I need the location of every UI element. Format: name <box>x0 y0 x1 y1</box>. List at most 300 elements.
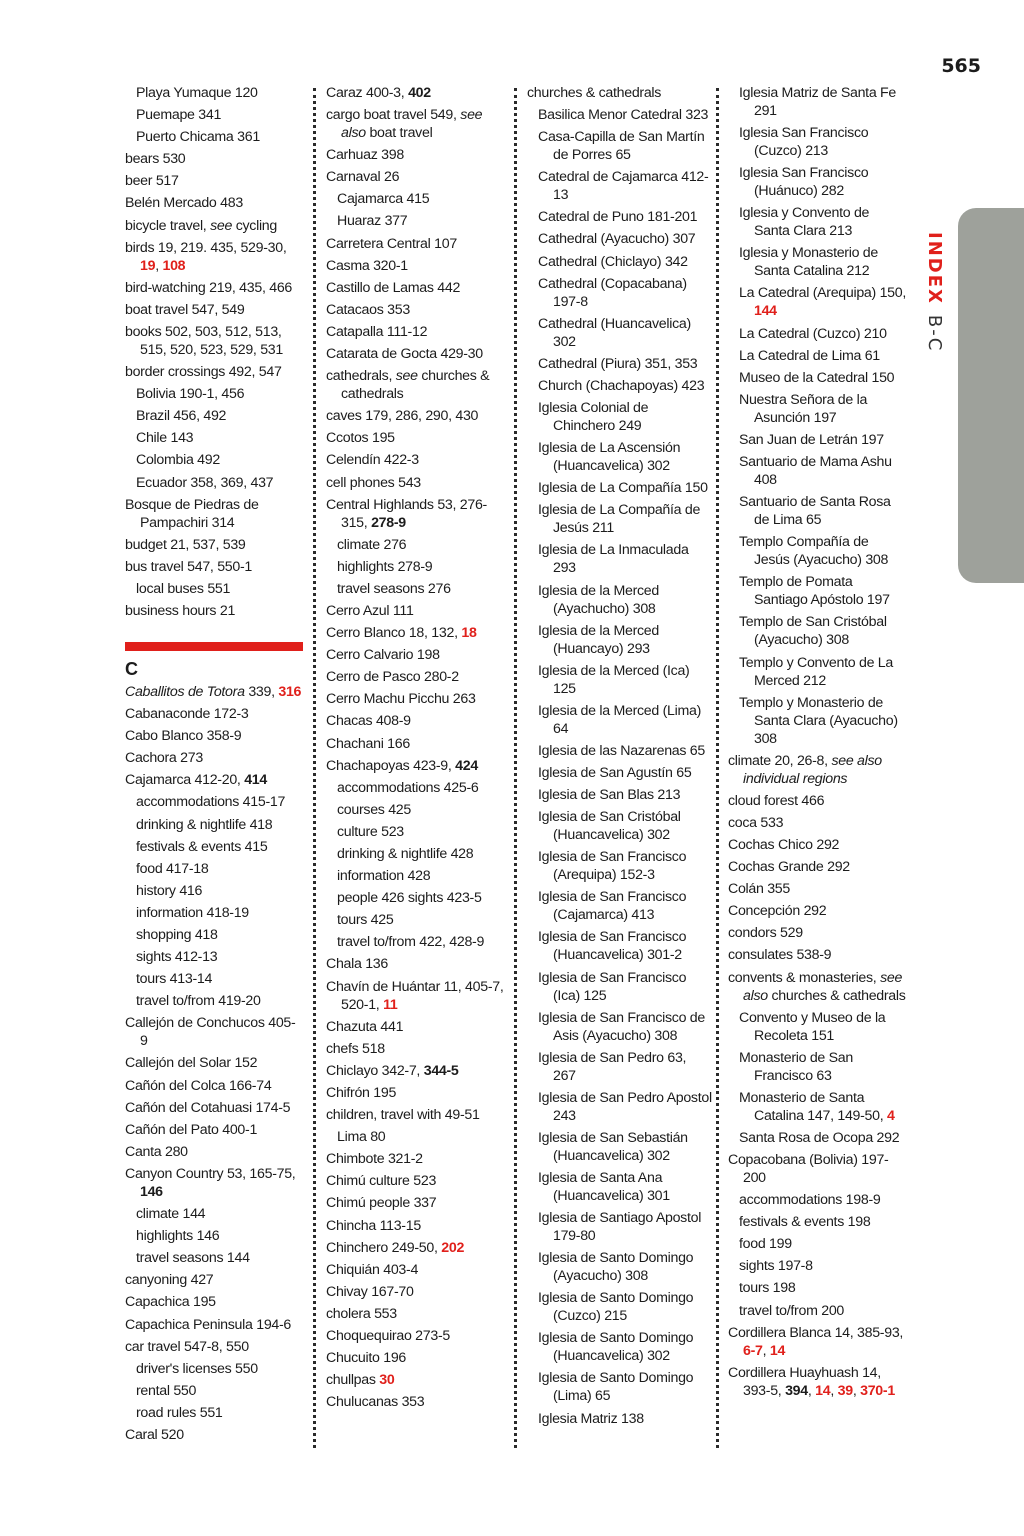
entry-text: accommodations 425-6 <box>337 779 479 796</box>
entry-text: Carhuaz 398 <box>326 147 404 164</box>
index-subentry <box>728 1302 906 1320</box>
entry-text: Iglesia de San Agustín 65 <box>538 764 692 781</box>
column-divider <box>514 88 517 1448</box>
entry-text: Iglesia y Convento de Santa Clara 213 <box>739 205 870 240</box>
index-entry <box>125 1014 303 1050</box>
entry-text: Iglesia de Santo Domingo (Lima) 65 <box>538 1370 694 1405</box>
index-subentry <box>527 377 712 395</box>
index-entry <box>326 1040 506 1058</box>
index-entry <box>125 217 303 235</box>
entry-text: Ecuador 358, 369, 437 <box>136 474 274 491</box>
index-subentry <box>326 580 506 598</box>
entry-text: Cerro Azul 111 <box>326 602 414 619</box>
entry-text: Cordillera Huayhuash 14, 393-5, <box>728 1364 881 1399</box>
entry-text: Iglesia de San Francisco (Arequipa) 152-3 <box>538 849 687 884</box>
index-entry <box>326 1305 506 1323</box>
entry-text: accommodations 198-9 <box>739 1192 881 1209</box>
index-entry <box>728 858 906 876</box>
index-subentry <box>326 212 506 230</box>
entry-text: Cathedral (Copacabana) 197-8 <box>538 275 687 310</box>
index-entry <box>728 969 906 1005</box>
map-page-ref: 19 <box>140 257 156 274</box>
entry-text: Templo de San Cristóbal (Ayacucho) 308 <box>739 614 887 649</box>
index-subentry <box>125 838 303 856</box>
entry-text: courses 425 <box>337 801 411 818</box>
entry-text: local buses 551 <box>136 580 231 597</box>
entry-text: Cajamarca 412-20, <box>125 772 245 789</box>
index-entry <box>125 1165 303 1201</box>
entry-text: Templo Compañía de Jesús (Ayacucho) 308 <box>739 534 889 569</box>
entry-text: information 428 <box>337 868 431 885</box>
index-entry <box>326 84 506 102</box>
entry-text: Central Highlands 53, 276-315, <box>326 496 487 531</box>
entry-text: car travel 547-8, 550 <box>125 1338 249 1355</box>
entry-text: Callejón de Conchucos 405-9 <box>125 1015 296 1050</box>
index-entry <box>125 323 303 359</box>
entry-text: Castillo de Lamas 442 <box>326 279 461 296</box>
index-subentry <box>326 933 506 951</box>
entry-text: Cañón del Cotahuasi 174-5 <box>125 1099 291 1116</box>
index-entry <box>326 451 506 469</box>
entry-text: Chimbote 321-2 <box>326 1151 423 1168</box>
entry-text: Cathedral (Chiclayo) 342 <box>538 253 688 270</box>
entry-text: Iglesia San Francisco (Huánuco) 282 <box>739 165 869 200</box>
index-subentry <box>125 451 303 469</box>
map-page-ref: 14 <box>815 1382 831 1399</box>
index-entry <box>326 1062 506 1080</box>
entry-text: Puemape 341 <box>136 107 222 124</box>
entry-text: driver's licenses 550 <box>136 1360 258 1377</box>
entry-text: Ccotos 195 <box>326 430 395 447</box>
entry-text: Chifrón 195 <box>326 1084 397 1101</box>
index-entry <box>125 363 303 381</box>
index-subentry <box>527 1009 712 1045</box>
index-entry <box>326 1371 506 1389</box>
entry-text: Iglesia de San Pedro 63, 267 <box>538 1049 687 1084</box>
index-subentry <box>728 347 906 365</box>
index-entry <box>125 1316 303 1334</box>
entry-text: drinking & nightlife 428 <box>337 846 474 862</box>
entry-text: tours 198 <box>739 1280 796 1297</box>
index-entry <box>326 1018 506 1036</box>
entry-text: Bolivia 190-1, 456 <box>136 386 245 403</box>
entry-text: Cerro Blanco 18, 132, <box>326 625 462 642</box>
index-entry <box>326 735 506 753</box>
index-subentry <box>527 1169 712 1205</box>
entry-text: birds 19, 219. 435, 529-30, <box>125 239 287 256</box>
index-entry <box>728 880 906 898</box>
index-subentry <box>527 1129 712 1165</box>
index-entry <box>326 106 506 142</box>
entry-text: Iglesia de Santo Domingo (Huancavelica) 302 <box>538 1330 694 1365</box>
index-entry <box>125 301 303 319</box>
index-subentry <box>527 742 712 760</box>
index-subentry <box>527 1209 712 1245</box>
index-subentry <box>728 493 906 529</box>
entry-text: La Catedral de Lima 61 <box>739 347 880 364</box>
entry-text: chefs 518 <box>326 1040 385 1057</box>
entry-text: highlights 278-9 <box>337 558 433 575</box>
index-entry <box>125 1054 303 1072</box>
entry-text: Chinchero 249-50, <box>326 1239 442 1256</box>
entry-text: cloud forest 466 <box>728 792 825 809</box>
section-label-index: INDEX <box>924 232 945 305</box>
index-subentry <box>527 888 712 924</box>
entry-text: cholera 553 <box>326 1305 397 1322</box>
entry-text: Basilica Menor Catedral 323 <box>538 107 709 124</box>
index-subentry <box>527 969 712 1005</box>
entry-text: Iglesia Colonial de Chinchero 249 <box>538 400 649 435</box>
entry-text: Carretera Central 107 <box>326 235 457 252</box>
entry-text: Iglesia de la Merced (Huancayo) 293 <box>538 622 659 657</box>
index-subentry <box>527 315 712 351</box>
entry-text: chullpas <box>326 1372 380 1389</box>
main-page-ref: 344-5 <box>423 1062 459 1079</box>
entry-text: Iglesia de San Pedro Apostol 243 <box>538 1089 712 1124</box>
index-subentry <box>125 1360 303 1378</box>
entry-text: Canyon Country 53, 165-75, <box>125 1165 296 1182</box>
index-entry <box>125 279 303 297</box>
map-page-ref: 6-7 <box>743 1342 763 1359</box>
index-column-4 <box>728 84 906 1404</box>
map-page-ref: 108 <box>162 257 186 274</box>
index-subentry <box>125 106 303 124</box>
index-subentry <box>527 764 712 782</box>
entry-text: Brazil 456, 492 <box>136 408 227 425</box>
entry-text: Iglesia de San Francisco (Ica) 125 <box>538 969 687 1004</box>
entry-text: boat travel 547, 549 <box>125 301 245 318</box>
entry-text: see <box>395 368 418 385</box>
index-entry <box>326 624 506 642</box>
entry-text: see also individual regions <box>743 752 882 787</box>
entry-text: Monasterio de Santa Catalina 147, 149-50, <box>739 1089 888 1124</box>
map-page-ref: 39 <box>837 1382 853 1399</box>
index-entry <box>125 150 303 168</box>
entry-text: Iglesia de Santo Domingo (Ayacucho) 308 <box>538 1250 694 1285</box>
entry-text: Catacaos 353 <box>326 301 410 318</box>
index-entry <box>125 705 303 723</box>
index-column-3 <box>527 84 712 1432</box>
map-page-ref: 202 <box>441 1239 465 1256</box>
index-entry <box>728 1151 906 1187</box>
entry-text: Santuario de Mama Ashu 408 <box>739 454 892 489</box>
index-subentry <box>728 244 906 280</box>
index-entry <box>728 752 906 788</box>
entry-text: climate 276 <box>337 536 407 553</box>
entry-text: , <box>155 257 163 274</box>
index-subentry <box>125 1404 303 1422</box>
index-entry <box>728 946 906 964</box>
entry-text: Templo de Pomata Santiago Apóstolo 197 <box>739 574 890 609</box>
entry-text: La Catedral (Arequipa) 150, <box>739 285 906 302</box>
entry-text: Chucuito 196 <box>326 1350 407 1367</box>
letter-divider-bar <box>125 642 303 651</box>
index-subentry <box>125 816 303 834</box>
index-entry <box>728 1324 906 1360</box>
index-subentry <box>326 190 506 208</box>
index-subentry <box>125 904 303 922</box>
index-subentry <box>728 391 906 427</box>
entry-text: Cerro Machu Picchu 263 <box>326 691 476 708</box>
index-subentry <box>527 848 712 884</box>
index-subentry <box>125 407 303 425</box>
index-entry <box>326 1349 506 1367</box>
index-subentry <box>728 164 906 200</box>
index-subentry <box>527 128 712 164</box>
entry-text: Huaraz 377 <box>337 213 408 230</box>
entry-text: Iglesia de La Ascensión (Huancavelica) 302 <box>538 440 681 475</box>
index-subentry <box>527 662 712 698</box>
index-entry <box>326 955 506 973</box>
entry-text: Chimú people 337 <box>326 1195 437 1212</box>
index-subentry <box>527 1410 712 1428</box>
entry-text: festivals & events 415 <box>136 838 268 855</box>
index-subentry <box>728 204 906 240</box>
entry-text: Cathedral (Huancavelica) 302 <box>538 315 691 350</box>
entry-text: Choquequirao 273-5 <box>326 1327 450 1344</box>
index-entry <box>125 1338 303 1356</box>
index-entry <box>326 407 506 425</box>
entry-text: canyoning 427 <box>125 1272 214 1289</box>
entry-text: Iglesia San Francisco (Cuzco) 213 <box>739 125 869 160</box>
index-subentry <box>527 399 712 435</box>
entry-text: Caral 520 <box>125 1426 184 1443</box>
index-entry <box>326 429 506 447</box>
index-entry <box>326 646 506 664</box>
index-subentry <box>125 1249 303 1267</box>
entry-text: Callejón del Solar 152 <box>125 1055 258 1072</box>
entry-text: cathedrals, <box>326 368 396 385</box>
index-subentry <box>728 654 906 690</box>
entry-text: travel to/from 419-20 <box>136 993 261 1010</box>
index-subentry <box>125 429 303 447</box>
index-subentry <box>728 573 906 609</box>
index-subentry <box>125 948 303 966</box>
entry-text: Carnaval 26 <box>326 169 400 186</box>
index-subentry <box>728 1089 906 1125</box>
entry-text: Cerro de Pasco 280-2 <box>326 669 459 686</box>
index-entry <box>125 536 303 554</box>
entry-text: Bosque de Piedras de Pampachiri 314 <box>125 496 259 531</box>
entry-text: Iglesia de La Compañía 150 <box>538 480 708 497</box>
entry-text: Lima 80 <box>337 1129 386 1146</box>
entry-text: sights 197-8 <box>739 1258 813 1275</box>
entry-text: bird-watching 219, 435, 466 <box>125 279 292 296</box>
index-subentry <box>326 867 506 885</box>
index-entry <box>728 1364 906 1400</box>
entry-text: climate 144 <box>136 1206 206 1223</box>
entry-text: Iglesia de La Compañía de Jesús 211 <box>538 502 701 537</box>
entry-text: Iglesia de la Merced (Ayachucho) 308 <box>538 582 659 617</box>
entry-text: Chavín de Huántar 11, 405-7, 520-1, <box>326 978 504 1013</box>
entry-text: drinking & nightlife 418 <box>136 816 273 833</box>
index-subentry <box>728 694 906 748</box>
index-subentry <box>125 860 303 878</box>
entry-text: Iglesia de San Francisco (Cajamarca) 413 <box>538 889 687 924</box>
entry-text: Monasterio de San Francisco 63 <box>739 1049 853 1084</box>
index-entry <box>326 1261 506 1279</box>
entry-text: bus travel 547, 550-1 <box>125 558 252 575</box>
index-entry <box>326 257 506 275</box>
entry-text: Iglesia de San Blas 213 <box>538 787 681 804</box>
entry-text: budget 21, 537, 539 <box>125 536 246 553</box>
entry-text: Iglesia de San Francisco de Asis (Ayacucho) 308 <box>538 1009 705 1044</box>
entry-text: food 199 <box>739 1236 792 1253</box>
index-subentry <box>527 208 712 226</box>
index-subentry <box>728 533 906 569</box>
main-page-ref: 146 <box>140 1183 163 1200</box>
index-entry <box>326 712 506 730</box>
index-entry <box>326 1217 506 1235</box>
entry-text: Chachani 166 <box>326 735 410 752</box>
entry-text: see <box>210 217 233 234</box>
entry-text: Cathedral (Piura) 351, 353 <box>538 355 698 372</box>
entry-text: Cabo Blanco 358-9 <box>125 728 242 745</box>
index-subentry <box>125 474 303 492</box>
index-entry <box>125 727 303 745</box>
index-subentry <box>527 622 712 658</box>
entry-text: convents & monasteries, <box>728 969 881 986</box>
entry-text: Cañón del Colca 166-74 <box>125 1077 272 1094</box>
section-label <box>924 232 945 352</box>
entry-text: people 426 sights 423-5 <box>337 890 482 907</box>
index-subentry <box>326 889 506 907</box>
index-entry <box>326 1239 506 1257</box>
entry-text: Copacobana (Bolivia) 197-200 <box>728 1152 889 1186</box>
index-entry <box>326 1084 506 1102</box>
entry-text: condors 529 <box>728 925 803 942</box>
entry-text: highlights 146 <box>136 1228 220 1245</box>
index-subentry <box>125 926 303 944</box>
entry-text: Cochas Chico 292 <box>728 836 840 853</box>
entry-text: Iglesia de Santa Ana (Huancavelica) 301 <box>538 1170 670 1204</box>
index-subentry <box>728 369 906 387</box>
index-entry <box>728 902 906 920</box>
index-subentry <box>728 1213 906 1231</box>
index-entry <box>326 978 506 1014</box>
index-subentry <box>527 702 712 738</box>
entry-text: Celendín 422-3 <box>326 452 419 469</box>
entry-text: La Catedral (Cuzco) 210 <box>739 325 887 342</box>
entry-text: tours 425 <box>337 912 394 929</box>
entry-text: Chazuta 441 <box>326 1018 404 1035</box>
index-subentry <box>527 582 712 618</box>
index-subentry <box>125 580 303 598</box>
index-entry <box>326 1106 506 1124</box>
main-page-ref: 394 <box>785 1382 808 1399</box>
index-subentry <box>728 1049 906 1085</box>
main-page-ref: 402 <box>408 85 431 101</box>
index-subentry <box>728 1279 906 1297</box>
entry-text: Iglesia de la Merced (Lima) 64 <box>538 702 702 737</box>
index-subentry <box>728 453 906 489</box>
index-subentry <box>728 325 906 343</box>
index-subentry <box>527 501 712 537</box>
entry-text: Caballitos de Totora <box>125 683 245 700</box>
main-page-ref: 414 <box>244 772 267 789</box>
index-entry <box>125 749 303 767</box>
entry-text: Concepción 292 <box>728 903 827 920</box>
index-entry <box>326 1172 506 1190</box>
entry-text: Iglesia Matriz de Santa Fe 291 <box>739 85 897 119</box>
index-entry <box>326 345 506 363</box>
map-page-ref: 144 <box>754 303 777 320</box>
index-entry <box>728 792 906 810</box>
index-entry <box>326 1327 506 1345</box>
entry-text: Capachica 195 <box>125 1294 216 1311</box>
index-subentry <box>527 253 712 271</box>
entry-text: climate 20, 26-8, <box>728 752 832 769</box>
index-entry <box>125 1077 303 1095</box>
index-subentry <box>125 84 303 102</box>
entry-text: bicycle travel, <box>125 217 211 234</box>
index-column-2 <box>326 84 506 1415</box>
entry-text: travel seasons 276 <box>337 580 451 597</box>
entry-text: Chimú culture 523 <box>326 1173 437 1190</box>
index-subentry <box>326 801 506 819</box>
entry-text: Santa Rosa de Ocopa 292 <box>739 1129 900 1146</box>
entry-text: festivals & events 198 <box>739 1214 871 1231</box>
entry-text: Catedral de Cajamarca 412-13 <box>538 169 709 204</box>
entry-text: Iglesia de San Sebastián (Huancavelica) 302 <box>538 1129 688 1164</box>
index-entry <box>728 836 906 854</box>
entry-text: Templo y Convento de La Merced 212 <box>739 654 893 689</box>
index-subentry <box>125 385 303 403</box>
index-entry <box>326 690 506 708</box>
index-subentry <box>326 779 506 797</box>
index-subentry <box>728 284 906 320</box>
main-page-ref: 278-9 <box>371 514 406 531</box>
index-subentry <box>728 1257 906 1275</box>
index-entry <box>326 235 506 253</box>
entry-text: Capachica Peninsula 194-6 <box>125 1316 292 1333</box>
index-subentry <box>326 911 506 929</box>
index-subentry <box>527 786 712 804</box>
index-entry <box>326 301 506 319</box>
entry-text: bears 530 <box>125 151 186 168</box>
entry-text: Casa-Capilla de San Martín de Porres 65 <box>538 129 705 164</box>
index-entry <box>125 683 303 701</box>
entry-text: Catedral de Puno 181-201 <box>538 209 698 226</box>
index-subentry <box>728 84 906 120</box>
column-divider <box>313 88 316 1448</box>
index-entry <box>125 1121 303 1139</box>
index-subentry <box>527 1249 712 1285</box>
index-entry <box>326 496 506 532</box>
index-subentry <box>527 355 712 373</box>
entry-text: boat travel <box>365 125 433 142</box>
index-subentry <box>527 230 712 248</box>
entry-text: Iglesia y Monasterio de Santa Catalina 212 <box>739 245 878 280</box>
index-subentry <box>125 882 303 900</box>
main-page-ref: 424 <box>455 757 478 774</box>
entry-text: rental 550 <box>136 1382 197 1399</box>
index-subentry <box>728 1129 906 1147</box>
index-subentry <box>527 1049 712 1085</box>
index-entry <box>326 146 506 164</box>
entry-text: Catarata de Gocta 429-30 <box>326 346 483 363</box>
entry-text: Chiclayo 342-7, <box>326 1062 424 1079</box>
entry-text: Chincha 113-15 <box>326 1217 421 1234</box>
entry-text: Museo de la Catedral 150 <box>739 369 895 386</box>
entry-text: Cordillera Blanca 14, 385-93, <box>728 1324 904 1341</box>
index-entry <box>125 1293 303 1311</box>
index-subentry <box>728 613 906 649</box>
index-subentry <box>527 541 712 577</box>
entry-text: shopping 418 <box>136 927 218 943</box>
section-tab <box>958 208 1024 583</box>
index-subentry <box>326 558 506 576</box>
